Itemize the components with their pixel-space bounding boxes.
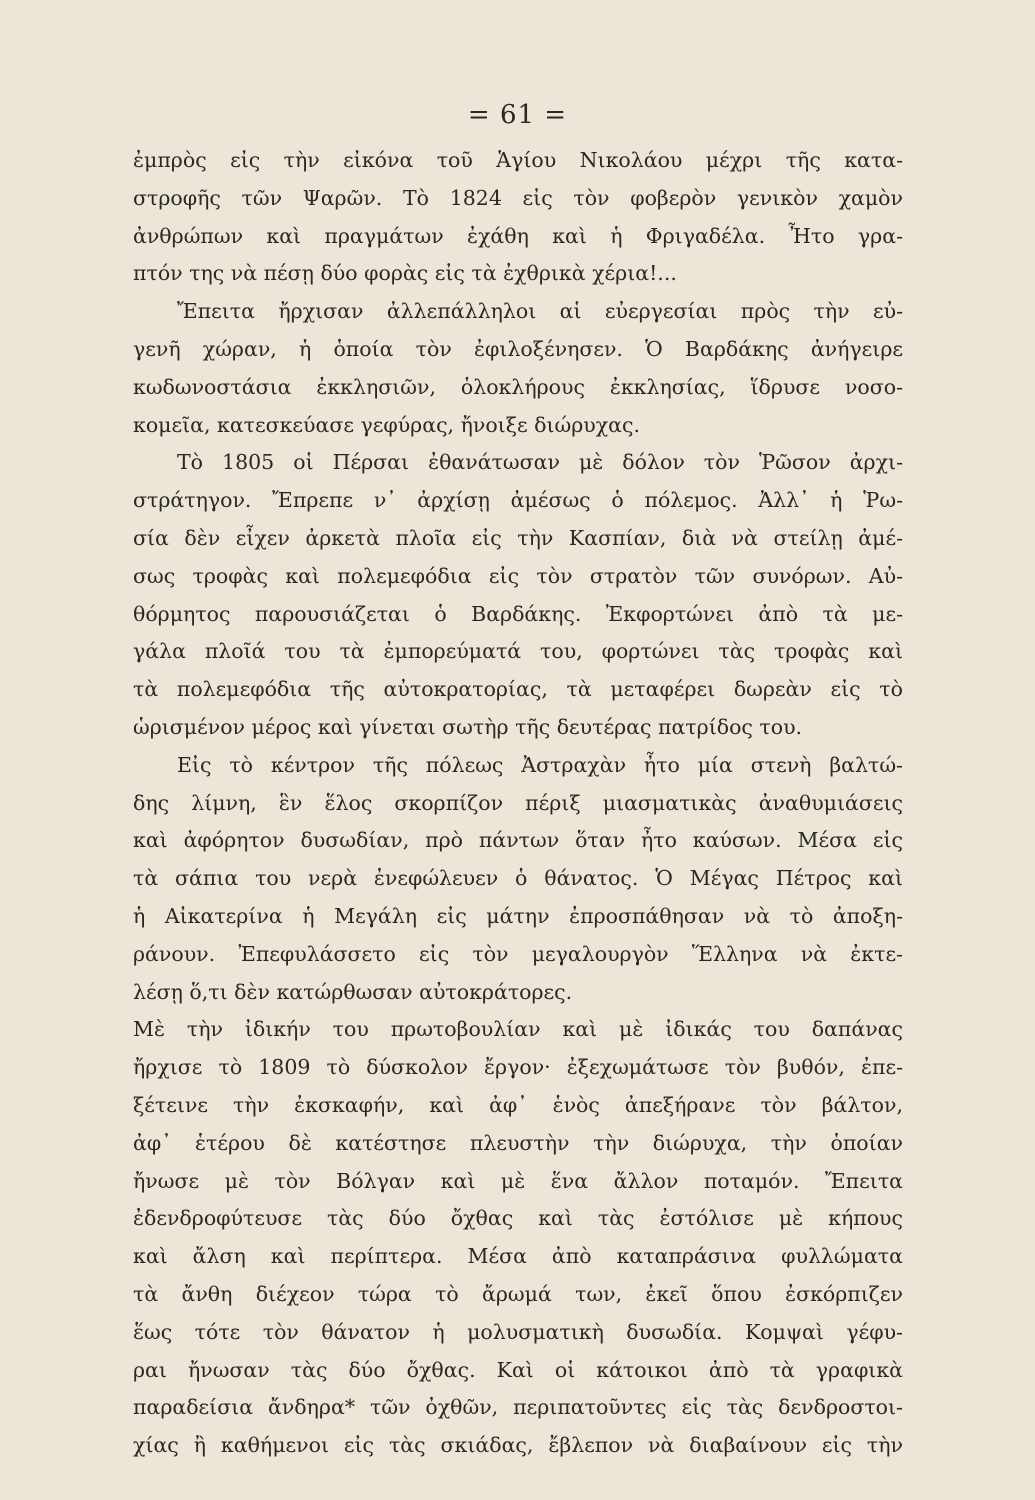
- text-line: ξέτεινε τὴν ἐκσκαφήν, καὶ ἀφ᾽ ἑνὸς ἀπεξήρανε τὸν βάλτον,: [133, 1092, 903, 1117]
- text-line: καὶ ἄλση καὶ περίπτερα. Μέσα ἀπὸ καταπράσινα φυλλώματα: [133, 1244, 903, 1269]
- text-line: ἐδενδροφύτευσε τὰς δύο ὄχθας καὶ τὰς ἐστόλισε μὲ κήπους: [133, 1206, 903, 1231]
- text-line: Μὲ τὴν ἰδικήν του πρωτοβουλίαν καὶ μὲ ἰδικάς του δαπάνας: [133, 1017, 903, 1042]
- text-line: Τὸ 1805 οἱ Πέρσαι ἐθανάτωσαν μὲ δόλον τὸν Ῥῶσον ἀρχι-: [177, 450, 903, 475]
- text-line: τὰ σάπια του νερὰ ἐνεφώλευεν ὁ θάνατος. Ὁ Μέγας Πέτρος καὶ: [133, 866, 903, 891]
- page-number: = 61 =: [467, 100, 568, 130]
- text-line: χίας ἢ καθήμενοι εἰς τὰς σκιάδας, ἔβλεπον νὰ διαβαίνουν εἰς τὴν: [133, 1433, 903, 1458]
- text-line: ἕως τότε τὸν θάνατον ἡ μολυσματικὴ δυσωδία. Κομψαὶ γέφυ-: [133, 1319, 903, 1344]
- text-line: παραδείσια ἄνδηρα* τῶν ὀχθῶν, περιπατοῦντες εἰς τὰς δενδροστοι-: [133, 1395, 903, 1420]
- text-line: θόρμητος παρουσιάζεται ὁ Βαρδάκης. Ἐκφορτώνει ἀπὸ τὰ με-: [133, 601, 903, 626]
- text-line: ἐμπρὸς εἰς τὴν εἰκόνα τοῦ Ἁγίου Νικολάου μέχρι τῆς κατα-: [133, 148, 903, 172]
- text-line: ὡρισμένον μέρος καὶ γίνεται σωτὴρ τῆς δευτέρας πατρίδος του.: [133, 714, 803, 739]
- text-line: κομεῖα, κατεσκεύασε γεφύρας, ἤνοιξε διώρυχας.: [133, 412, 641, 437]
- text-line: δης λίμνη, ἓν ἕλος σκορπίζον πέριξ μιασματικὰς ἀναθυμιάσεις: [133, 790, 903, 815]
- text-line: τὰ ἄνθη διέχεον τώρα τὸ ἄρωμά των, ἐκεῖ ὅπου ἐσκόρπιζεν: [133, 1281, 903, 1306]
- text-line: γενῆ χώραν, ἡ ὁποία τὸν ἐφιλοξένησεν. Ὁ Βαρδάκης ἀνήγειρε: [133, 336, 903, 361]
- text-line: ἡ Αἰκατερίνα ἡ Μεγάλη εἰς μάτην ἐπροσπάθησαν νὰ τὸ ἀποξη-: [133, 903, 903, 928]
- text-line: λέσῃ ὅ,τι δὲν κατώρθωσαν αὐτοκράτορες.: [133, 979, 573, 1004]
- text-line: ραι ἤνωσαν τὰς δύο ὄχθας. Καὶ οἱ κάτοικοι ἀπὸ τὰ γραφικὰ: [133, 1357, 903, 1382]
- text-line: σως τροφὰς καὶ πολεμεφόδια εἰς τὸν στρατὸν τῶν συνόρων. Αὐ-: [133, 563, 903, 588]
- text-line: ἤνωσε μὲ τὸν Βόλγαν καὶ μὲ ἕνα ἄλλον ποταμόν. Ἔπειτα: [133, 1168, 903, 1193]
- text-line: τὰ πολεμεφόδια τῆς αὐτοκρατορίας, τὰ μεταφέρει δωρεὰν εἰς τὸ: [133, 677, 903, 702]
- text-line: κωδωνοστάσια ἐκκλησιῶν, ὁλοκλήρους ἐκκλησίας, ἵδρυσε νοσο-: [133, 374, 903, 399]
- text-line: στράτηγον. Ἔπρεπε ν᾽ ἀρχίσῃ ἀμέσως ὁ πόλεμος. Ἀλλ᾽ ἡ Ῥω-: [133, 488, 903, 513]
- text-line: καὶ ἀφόρητον δυσωδίαν, πρὸ πάντων ὅταν ἦτο καύσων. Μέσα εἰς: [133, 828, 903, 853]
- text-line: στροφῆς τῶν Ψαρῶν. Τὸ 1824 εἰς τὸν φοβερὸν γενικὸν χαμὸν: [133, 185, 903, 210]
- text-line: σία δὲν εἶχεν ἀρκετὰ πλοῖα εἰς τὴν Κασπίαν, διὰ νὰ στείλῃ ἀμέ-: [133, 525, 903, 550]
- text-line: πτόν της νὰ πέσῃ δύο φορὰς εἰς τὰ ἐχθρικὰ χέρια!...: [133, 261, 677, 286]
- text-line: Ἔπειτα ἤρχισαν ἀλλεπάλληλοι αἱ εὐεργεσίαι πρὸς τὴν εὐ-: [177, 299, 903, 324]
- text-line: Εἰς τὸ κέντρον τῆς πόλεως Ἀστραχὰν ἦτο μία στενὴ βαλτώ-: [177, 752, 903, 777]
- text-line: ἀφ᾽ ἑτέρου δὲ κατέστησε πλευστὴν τὴν διώρυχα, τὴν ὁποίαν: [133, 1130, 903, 1155]
- text-line: ράνουν. Ἐπεφυλάσσετο εἰς τὸν μεγαλουργὸν Ἕλληνα νὰ ἐκτε-: [133, 941, 903, 966]
- text-line: ἀνθρώπων καὶ πραγμάτων ἐχάθη καὶ ἡ Φριγαδέλα. Ἦτο γρα-: [133, 223, 903, 248]
- text-line: ἤρχισε τὸ 1809 τὸ δύσκολον ἔργον· ἐξεχωμάτωσε τὸν βυθόν, ἐπε-: [133, 1055, 903, 1080]
- text-line: γάλα πλοῖά του τὰ ἐμπορεύματά του, φορτώνει τὰς τροφὰς καὶ: [133, 639, 903, 664]
- body-text: [133, 142, 903, 1465]
